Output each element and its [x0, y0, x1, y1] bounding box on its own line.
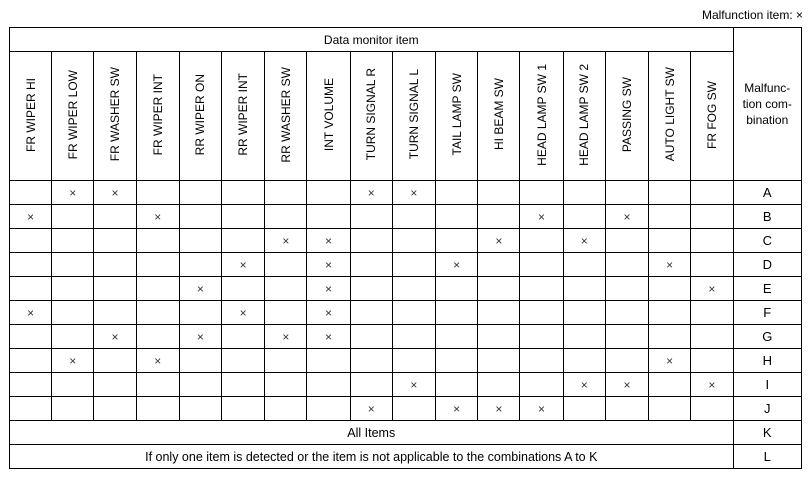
table-cell [436, 277, 478, 301]
table-cell [649, 397, 691, 421]
malfunction-mark: × [325, 233, 333, 248]
table-cell [222, 205, 265, 229]
malfunction-mark: × [623, 209, 631, 224]
table-cell [265, 325, 307, 349]
table-cell [350, 205, 392, 229]
column-header [265, 52, 307, 181]
table-cell [436, 397, 478, 421]
malfunction-mark: × [580, 233, 588, 248]
table-cell [605, 253, 648, 277]
table-cell [563, 229, 605, 253]
table-cell [10, 277, 52, 301]
table-cell [52, 205, 94, 229]
table-cell [392, 349, 435, 373]
table-cell [222, 349, 265, 373]
table-cell [691, 349, 733, 373]
table-cell [179, 373, 221, 397]
column-header [478, 52, 520, 181]
table-cell [94, 253, 136, 277]
table-cell [392, 253, 435, 277]
table-cell [307, 277, 350, 301]
column-header [436, 52, 478, 181]
table-cell [605, 325, 648, 349]
column-header-label: HI BEAM SW [491, 78, 506, 151]
table-cell [350, 373, 392, 397]
table-cell [478, 325, 520, 349]
table-cell [307, 397, 350, 421]
table-cell [265, 277, 307, 301]
table-cell [649, 205, 691, 229]
table-cell [10, 325, 52, 349]
table-row [10, 421, 802, 445]
table-cell [52, 277, 94, 301]
table-cell [649, 325, 691, 349]
table-row [10, 397, 802, 421]
table-cell [520, 373, 563, 397]
column-header-label: HEAD LAMP SW 1 [534, 63, 549, 166]
column-header [179, 52, 221, 181]
column-header-label: TURN SIGNAL R [364, 68, 379, 161]
table-cell [136, 253, 179, 277]
table-cell [136, 325, 179, 349]
table-cell [350, 325, 392, 349]
table-row [10, 253, 802, 277]
malfunction-mark: × [538, 401, 546, 416]
column-header-label: RR WASHER SW [278, 66, 293, 163]
table-cell [136, 229, 179, 253]
table-cell [520, 253, 563, 277]
table-cell [265, 349, 307, 373]
table-cell [605, 349, 648, 373]
column-header-label: RR WIPER INT [236, 73, 251, 156]
table-cell [392, 325, 435, 349]
table-cell [10, 349, 52, 373]
column-header-label: RR WIPER ON [193, 73, 208, 156]
table-cell [52, 397, 94, 421]
table-cell [392, 229, 435, 253]
malfunction-mark: × [154, 353, 162, 368]
table-cell [52, 325, 94, 349]
column-header-label: TAIL LAMP SW [449, 73, 464, 156]
table-cell [265, 205, 307, 229]
table-row [10, 349, 802, 373]
table-cell [691, 277, 733, 301]
table-cell [563, 349, 605, 373]
table-cell [691, 301, 733, 325]
table-cell [392, 277, 435, 301]
malfunction-mark: × [69, 185, 77, 200]
table-cell [307, 373, 350, 397]
table-cell [563, 253, 605, 277]
malfunction-mark: × [410, 377, 418, 392]
table-cell [136, 373, 179, 397]
malfunction-mark: × [69, 353, 77, 368]
table-cell [520, 181, 563, 205]
table-cell [520, 205, 563, 229]
table-cell [649, 229, 691, 253]
table-cell [392, 181, 435, 205]
table-cell [350, 253, 392, 277]
table-cell [563, 373, 605, 397]
combination-label: G [733, 325, 801, 349]
column-header [94, 52, 136, 181]
table-cell [649, 373, 691, 397]
table-row [10, 181, 802, 205]
table-cell [265, 373, 307, 397]
table-cell [307, 325, 350, 349]
malfunction-mark: × [453, 401, 461, 416]
combination-label: I [733, 373, 801, 397]
table-cell [350, 181, 392, 205]
malfunction-mark: × [282, 233, 290, 248]
table-cell [392, 397, 435, 421]
column-header [307, 52, 350, 181]
column-header [350, 52, 392, 181]
table-cell [392, 301, 435, 325]
table-cell [478, 181, 520, 205]
table-row [10, 229, 802, 253]
table-cell [179, 205, 221, 229]
malfunction-mark: × [495, 233, 503, 248]
table-cell [10, 205, 52, 229]
table-cell [563, 397, 605, 421]
table-cell [691, 325, 733, 349]
table-cell [605, 397, 648, 421]
table-cell [265, 301, 307, 325]
malfunction-mark: × [367, 185, 375, 200]
data-monitor-item-header: Data monitor item [10, 28, 734, 52]
table-cell [179, 229, 221, 253]
malfunction-mark: × [410, 185, 418, 200]
table-cell [350, 397, 392, 421]
malfunction-mark: × [538, 209, 546, 224]
table-cell [179, 277, 221, 301]
table-cell [649, 349, 691, 373]
span-row-text: All Items [10, 421, 734, 445]
table-cell [52, 349, 94, 373]
table-cell [691, 229, 733, 253]
table-row [10, 373, 802, 397]
table-cell [136, 349, 179, 373]
table-cell [52, 373, 94, 397]
table-cell [436, 205, 478, 229]
table-cell [10, 253, 52, 277]
table-cell [605, 301, 648, 325]
column-header [605, 52, 648, 181]
malfunction-mark: × [154, 209, 162, 224]
table-cell [94, 301, 136, 325]
table-cell [436, 301, 478, 325]
table-cell [265, 229, 307, 253]
malfunction-mark: × [27, 209, 35, 224]
combination-label: C [733, 229, 801, 253]
combination-label: A [733, 181, 801, 205]
table-cell [520, 229, 563, 253]
combination-label: B [733, 205, 801, 229]
malfunction-mark: × [495, 401, 503, 416]
table-cell [520, 301, 563, 325]
column-header-label: FR FOG SW [704, 80, 719, 149]
table-cell [265, 253, 307, 277]
table-cell [94, 229, 136, 253]
table-cell [478, 373, 520, 397]
table-cell [10, 229, 52, 253]
table-cell [478, 229, 520, 253]
table-cell [649, 253, 691, 277]
table-cell [94, 349, 136, 373]
table-cell [563, 205, 605, 229]
table-cell [691, 373, 733, 397]
table-cell [136, 181, 179, 205]
table-cell [691, 253, 733, 277]
table-cell [10, 373, 52, 397]
table-cell [307, 205, 350, 229]
malfunction-mark: × [196, 281, 204, 296]
table-cell [179, 325, 221, 349]
table-cell [222, 301, 265, 325]
combination-label: L [733, 445, 801, 469]
table-cell [94, 397, 136, 421]
table-cell [436, 181, 478, 205]
table-cell [94, 325, 136, 349]
table-cell [649, 181, 691, 205]
table-cell [563, 277, 605, 301]
table-cell [691, 181, 733, 205]
table-cell [307, 253, 350, 277]
table-row [10, 301, 802, 325]
table-cell [563, 325, 605, 349]
table-cell [478, 253, 520, 277]
table-cell [478, 397, 520, 421]
table-cell [265, 181, 307, 205]
column-header [10, 52, 52, 181]
column-header-label: TURN SIGNAL L [406, 69, 421, 160]
malfunction-combination-header [733, 28, 801, 181]
table-cell [307, 301, 350, 325]
table-cell [605, 373, 648, 397]
combination-label: K [733, 421, 801, 445]
column-header-label: PASSING SW [619, 76, 634, 153]
malfunction-mark: × [239, 305, 247, 320]
malfunction-mark: × [708, 281, 716, 296]
table-cell [136, 205, 179, 229]
combo-title-line-1: Malfunc- [744, 81, 791, 95]
table-cell [94, 277, 136, 301]
table-cell [10, 301, 52, 325]
table-cell [307, 181, 350, 205]
table-cell [350, 349, 392, 373]
table-cell [478, 349, 520, 373]
table-cell [179, 301, 221, 325]
malfunction-mark: × [196, 329, 204, 344]
table-cell [179, 397, 221, 421]
table-cell [136, 301, 179, 325]
malfunction-mark: × [623, 377, 631, 392]
malfunction-mark: × [367, 401, 375, 416]
table-cell [350, 277, 392, 301]
malfunction-mark: × [325, 305, 333, 320]
table-cell [478, 301, 520, 325]
column-header-label: FR WIPER LOW [65, 69, 80, 160]
table-cell [392, 205, 435, 229]
table-row [10, 325, 802, 349]
table-cell [563, 181, 605, 205]
table-cell [478, 277, 520, 301]
table-row [10, 277, 802, 301]
malfunction-combination-table [9, 27, 802, 469]
table-cell [649, 277, 691, 301]
table-cell [10, 397, 52, 421]
table-row [10, 205, 802, 229]
malfunction-mark: × [111, 185, 119, 200]
table-cell [136, 397, 179, 421]
column-header-label: FR WASHER SW [108, 67, 122, 162]
combination-label: D [733, 253, 801, 277]
column-header [520, 52, 563, 181]
table-cell [392, 373, 435, 397]
table-cell [691, 205, 733, 229]
column-header [392, 52, 435, 181]
combination-label: H [733, 349, 801, 373]
table-cell [605, 277, 648, 301]
column-header [563, 52, 605, 181]
malfunction-mark: × [325, 329, 333, 344]
table-cell [179, 349, 221, 373]
combination-label: F [733, 301, 801, 325]
table-cell [520, 277, 563, 301]
malfunction-mark: × [580, 377, 588, 392]
combo-title-line-2: tion com- [742, 97, 792, 111]
table-cell [52, 301, 94, 325]
column-header-label: FR WIPER HI [23, 77, 38, 152]
table-row [10, 445, 802, 469]
table-cell [350, 229, 392, 253]
table-cell [563, 301, 605, 325]
table-cell [222, 229, 265, 253]
legend-text: Malfunction item: × [701, 8, 803, 22]
table-cell [222, 181, 265, 205]
column-header [649, 52, 691, 181]
combination-label: J [733, 397, 801, 421]
span-row-text: If only one item is detected or the item is not applicable to the combinations A to K [10, 445, 734, 469]
table-cell [520, 397, 563, 421]
table-cell [436, 253, 478, 277]
table-cell [94, 373, 136, 397]
table-cell [10, 181, 52, 205]
malfunction-mark: × [325, 257, 333, 272]
malfunction-mark: × [27, 305, 35, 320]
table-cell [307, 349, 350, 373]
table-cell [52, 229, 94, 253]
table-cell [94, 181, 136, 205]
column-header [136, 52, 179, 181]
malfunction-mark: × [666, 257, 674, 272]
table-cell [478, 205, 520, 229]
table-cell [605, 205, 648, 229]
malfunction-mark: × [282, 329, 290, 344]
table-cell [94, 205, 136, 229]
malfunction-mark: × [111, 329, 119, 344]
table-cell [222, 277, 265, 301]
table-cell [222, 325, 265, 349]
table-cell [605, 181, 648, 205]
malfunction-mark: × [239, 257, 247, 272]
table-cell [222, 373, 265, 397]
table-cell [350, 301, 392, 325]
table-cell [136, 277, 179, 301]
malfunction-mark: × [325, 281, 333, 296]
table-cell [307, 229, 350, 253]
table-cell [436, 349, 478, 373]
column-header [691, 52, 733, 181]
combination-label: E [733, 277, 801, 301]
column-header-label: AUTO LIGHT SW [662, 67, 677, 162]
combo-title-line-3: bination [746, 113, 789, 127]
table-cell [52, 181, 94, 205]
table-cell [436, 229, 478, 253]
table-cell [179, 181, 221, 205]
table-cell [265, 397, 307, 421]
table-cell [222, 397, 265, 421]
column-header-label: HEAD LAMP SW 2 [577, 63, 592, 166]
table-cell [179, 253, 221, 277]
table-cell [520, 325, 563, 349]
table-cell [222, 253, 265, 277]
table-cell [520, 349, 563, 373]
table-cell [691, 397, 733, 421]
column-header-label: INT VOLUME [321, 77, 336, 152]
malfunction-mark: × [666, 353, 674, 368]
table-cell [52, 253, 94, 277]
column-header [52, 52, 94, 181]
column-header [222, 52, 265, 181]
table-cell [605, 229, 648, 253]
malfunction-mark: × [708, 377, 716, 392]
column-header-label: FR WIPER INT [150, 73, 165, 156]
table-cell [436, 373, 478, 397]
table-cell [649, 301, 691, 325]
malfunction-mark: × [453, 257, 461, 272]
table-cell [436, 325, 478, 349]
